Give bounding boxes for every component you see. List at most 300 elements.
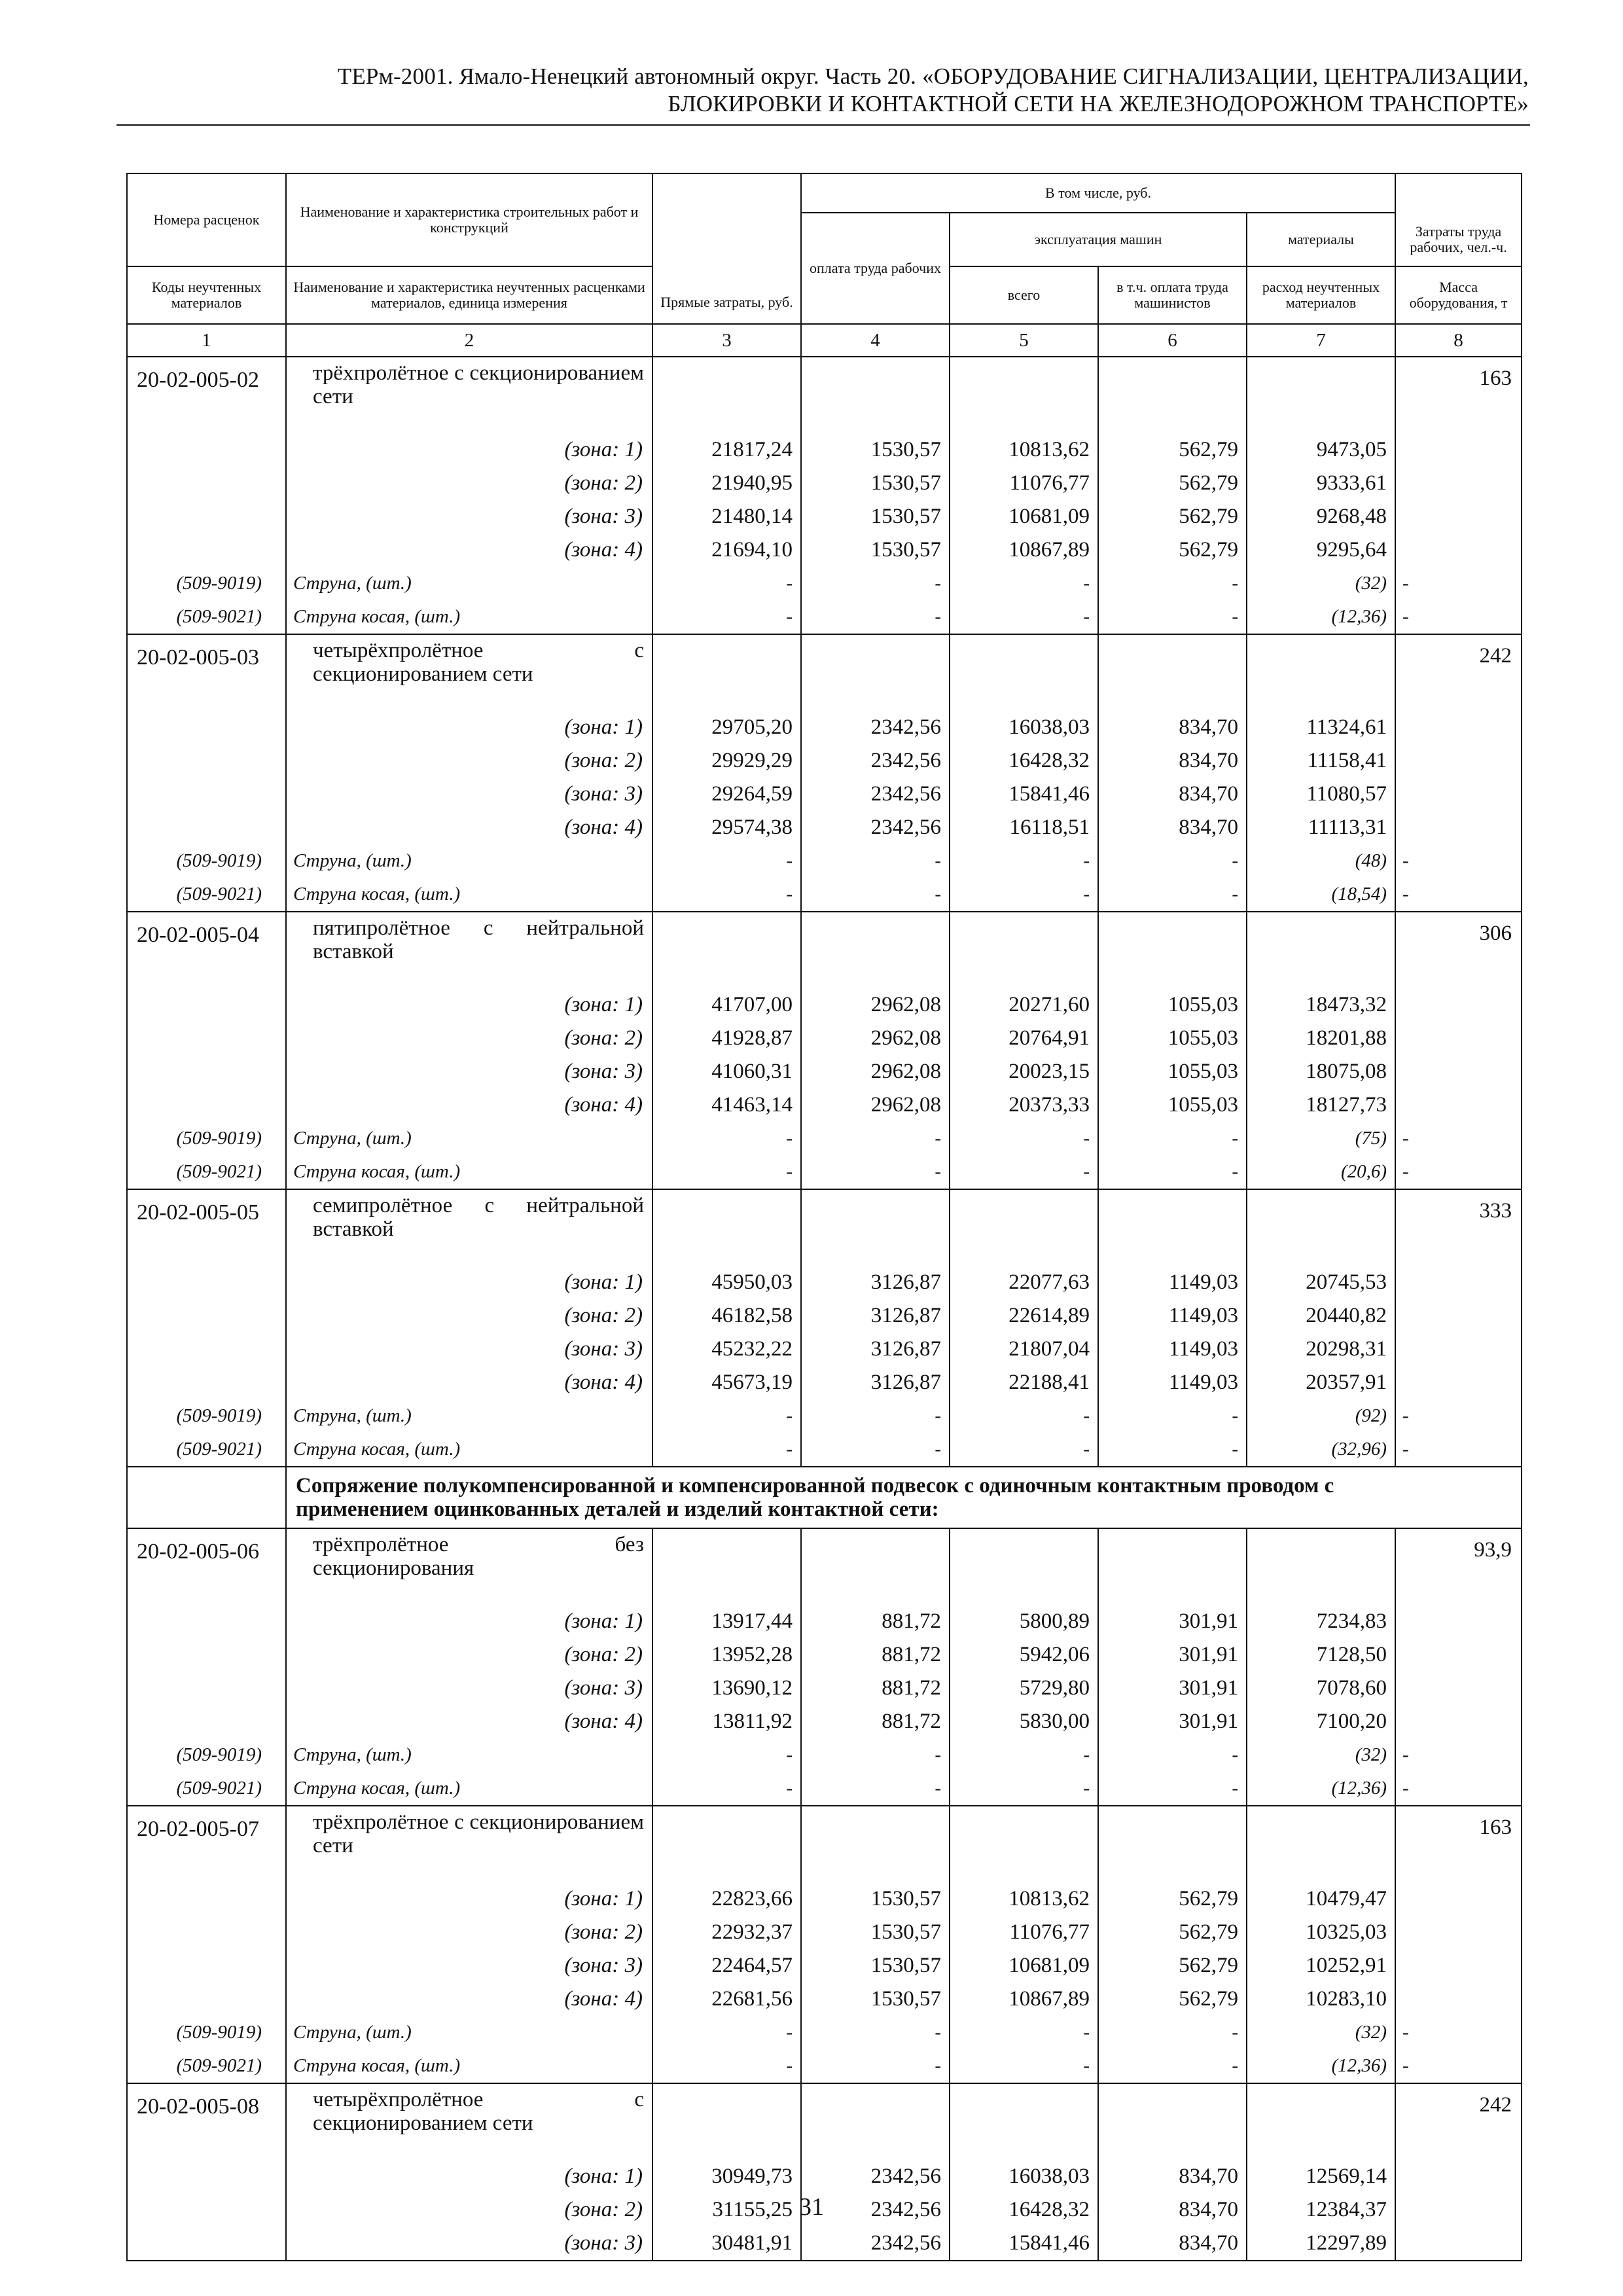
zone-value: 22614,89 bbox=[950, 1299, 1098, 1333]
empty-cell bbox=[950, 912, 1098, 988]
empty-cell bbox=[801, 912, 950, 988]
head-col8-bottom: Масса оборудования, т bbox=[1395, 266, 1522, 324]
empty-cell bbox=[127, 1055, 286, 1088]
zone-value: 881,72 bbox=[801, 1705, 950, 1738]
material-name: Струна, (шт.) bbox=[286, 844, 652, 878]
rate-name: семипролётное с нейтральной вставкой bbox=[286, 1189, 652, 1266]
material-mass: - bbox=[1395, 1155, 1522, 1189]
zone-value: 16428,32 bbox=[950, 744, 1098, 778]
zone-row bbox=[127, 500, 1522, 533]
zone-label: (зона: 4) bbox=[286, 1705, 652, 1738]
zone-value: 1055,03 bbox=[1098, 988, 1247, 1022]
empty-cell bbox=[1395, 1638, 1522, 1672]
material-mass: - bbox=[1395, 878, 1522, 912]
material-code: (509-9019) bbox=[127, 2016, 286, 2049]
empty-cell bbox=[652, 634, 801, 711]
rate-title-row bbox=[127, 1189, 1522, 1266]
empty-cell bbox=[1247, 912, 1395, 988]
labor-cost: 93,9 bbox=[1395, 1528, 1522, 1605]
material-consumption: (18,54) bbox=[1247, 878, 1395, 912]
material-code: (509-9019) bbox=[127, 567, 286, 600]
zone-row bbox=[127, 1266, 1522, 1299]
material-value: - bbox=[801, 1155, 950, 1189]
empty-cell bbox=[127, 433, 286, 467]
zone-value: 10283,10 bbox=[1247, 1982, 1395, 2016]
empty-cell bbox=[801, 634, 950, 711]
zone-value: 834,70 bbox=[1098, 2193, 1247, 2227]
zone-value: 1530,57 bbox=[801, 433, 950, 467]
zone-value: 18201,88 bbox=[1247, 1022, 1395, 1055]
material-consumption: (48) bbox=[1247, 844, 1395, 878]
zone-value: 301,91 bbox=[1098, 1705, 1247, 1738]
zone-value: 5830,00 bbox=[950, 1705, 1098, 1738]
material-value: - bbox=[652, 1155, 801, 1189]
table-body bbox=[127, 357, 1522, 2261]
zone-label: (зона: 4) bbox=[286, 1366, 652, 1399]
zone-row bbox=[127, 1366, 1522, 1399]
empty-cell bbox=[1395, 1333, 1522, 1366]
zone-value: 20764,91 bbox=[950, 1022, 1098, 1055]
rate-name: пятипролётное с нейтральной вставкой bbox=[286, 912, 652, 988]
empty-cell bbox=[801, 1528, 950, 1605]
zone-value: 881,72 bbox=[801, 1638, 950, 1672]
zone-row bbox=[127, 2227, 1522, 2261]
zone-value: 12297,89 bbox=[1247, 2227, 1395, 2261]
zone-value: 2342,56 bbox=[801, 811, 950, 844]
empty-cell bbox=[950, 1528, 1098, 1605]
zone-value: 1530,57 bbox=[801, 533, 950, 567]
head-col2-bottom: Наименование и характеристика неучтенных расценками материалов, единица измерения bbox=[286, 266, 652, 324]
empty-cell bbox=[127, 467, 286, 500]
zone-value: 834,70 bbox=[1098, 711, 1247, 744]
zone-value: 29929,29 bbox=[652, 744, 801, 778]
zone-value: 2342,56 bbox=[801, 2160, 950, 2193]
rate-code: 20-02-005-08 bbox=[127, 2083, 286, 2160]
zone-value: 2962,08 bbox=[801, 1022, 950, 1055]
empty-cell bbox=[127, 711, 286, 744]
zone-value: 881,72 bbox=[801, 1605, 950, 1638]
zone-value: 22823,66 bbox=[652, 1882, 801, 1916]
empty-cell bbox=[127, 1638, 286, 1672]
material-value: - bbox=[1098, 1399, 1247, 1433]
zone-row bbox=[127, 1672, 1522, 1705]
zone-value: 5800,89 bbox=[950, 1605, 1098, 1638]
material-name: Струна, (шт.) bbox=[286, 2016, 652, 2049]
zone-row bbox=[127, 1638, 1522, 1672]
material-value: - bbox=[801, 1399, 950, 1433]
zone-label: (зона: 2) bbox=[286, 1916, 652, 1949]
zone-value: 2962,08 bbox=[801, 988, 950, 1022]
zone-value: 834,70 bbox=[1098, 811, 1247, 844]
zone-value: 9268,48 bbox=[1247, 500, 1395, 533]
material-name: Струна, (шт.) bbox=[286, 1122, 652, 1155]
empty-cell bbox=[801, 357, 950, 433]
empty-cell bbox=[801, 1806, 950, 1882]
empty-cell bbox=[1395, 988, 1522, 1022]
empty-cell bbox=[1247, 1528, 1395, 1605]
zone-value: 2342,56 bbox=[801, 744, 950, 778]
empty-cell bbox=[127, 1088, 286, 1122]
zone-value: 562,79 bbox=[1098, 1949, 1247, 1982]
empty-cell bbox=[1395, 2227, 1522, 2261]
empty-cell bbox=[652, 912, 801, 988]
material-value: - bbox=[950, 1433, 1098, 1467]
material-value: - bbox=[801, 1122, 950, 1155]
zone-value: 562,79 bbox=[1098, 1882, 1247, 1916]
zone-value: 18473,32 bbox=[1247, 988, 1395, 1022]
zone-row bbox=[127, 467, 1522, 500]
material-name: Струна, (шт.) bbox=[286, 567, 652, 600]
material-value: - bbox=[652, 2049, 801, 2083]
material-row bbox=[127, 1433, 1522, 1467]
zone-label: (зона: 2) bbox=[286, 1022, 652, 1055]
empty-cell bbox=[950, 634, 1098, 711]
material-value: - bbox=[801, 1738, 950, 1772]
empty-cell bbox=[1395, 1949, 1522, 1982]
empty-cell bbox=[1395, 1605, 1522, 1638]
column-numbers-row bbox=[127, 324, 1522, 357]
material-consumption: (32) bbox=[1247, 1738, 1395, 1772]
section-heading: Сопряжение полукомпенсированной и компенсированной подвесок с одиночным контактным проводом с применением оцинкованных деталей и изделий контактной сети: bbox=[286, 1467, 1522, 1528]
zone-value: 1149,03 bbox=[1098, 1333, 1247, 1366]
zone-label: (зона: 2) bbox=[286, 744, 652, 778]
material-row bbox=[127, 567, 1522, 600]
material-code: (509-9021) bbox=[127, 600, 286, 634]
head-incl: В том числе, руб. bbox=[801, 173, 1395, 213]
material-value: - bbox=[652, 1122, 801, 1155]
material-value: - bbox=[1098, 2016, 1247, 2049]
material-value: - bbox=[652, 1738, 801, 1772]
material-mass: - bbox=[1395, 1122, 1522, 1155]
zone-value: 16038,03 bbox=[950, 2160, 1098, 2193]
rate-name: четырёхпролётное с секционированием сети bbox=[286, 2083, 652, 2160]
zone-value: 41463,14 bbox=[652, 1088, 801, 1122]
col-number: 8 bbox=[1395, 324, 1522, 357]
material-code: (509-9021) bbox=[127, 1772, 286, 1806]
material-code: (509-9021) bbox=[127, 2049, 286, 2083]
zone-value: 1149,03 bbox=[1098, 1366, 1247, 1399]
zone-value: 11324,61 bbox=[1247, 711, 1395, 744]
head-materials: материалы bbox=[1247, 213, 1395, 266]
col-number: 1 bbox=[127, 324, 286, 357]
material-row bbox=[127, 600, 1522, 634]
zone-row bbox=[127, 533, 1522, 567]
material-row bbox=[127, 1772, 1522, 1806]
table-head bbox=[127, 173, 1522, 357]
material-value: - bbox=[652, 2016, 801, 2049]
material-value: - bbox=[950, 844, 1098, 878]
empty-cell bbox=[652, 357, 801, 433]
empty-cell bbox=[1395, 1882, 1522, 1916]
material-consumption: (75) bbox=[1247, 1122, 1395, 1155]
empty-cell bbox=[127, 2160, 286, 2193]
zone-value: 301,91 bbox=[1098, 1638, 1247, 1672]
material-value: - bbox=[652, 878, 801, 912]
material-consumption: (92) bbox=[1247, 1399, 1395, 1433]
rate-title-row bbox=[127, 2083, 1522, 2160]
material-value: - bbox=[950, 2016, 1098, 2049]
zone-value: 7234,83 bbox=[1247, 1605, 1395, 1638]
material-name: Струна косая, (шт.) bbox=[286, 878, 652, 912]
rate-title-row bbox=[127, 1806, 1522, 1882]
empty-cell bbox=[1395, 1299, 1522, 1333]
zone-value: 10325,03 bbox=[1247, 1916, 1395, 1949]
zone-value: 13811,92 bbox=[652, 1705, 801, 1738]
zone-value: 31155,25 bbox=[652, 2193, 801, 2227]
material-mass: - bbox=[1395, 2016, 1522, 2049]
col-number: 2 bbox=[286, 324, 652, 357]
zone-label: (зона: 1) bbox=[286, 1882, 652, 1916]
zone-value: 2962,08 bbox=[801, 1055, 950, 1088]
zone-value: 11076,77 bbox=[950, 1916, 1098, 1949]
zone-value: 30949,73 bbox=[652, 2160, 801, 2193]
zone-value: 2342,56 bbox=[801, 778, 950, 811]
empty-cell bbox=[1395, 1916, 1522, 1949]
rate-code: 20-02-005-03 bbox=[127, 634, 286, 711]
zone-label: (зона: 2) bbox=[286, 2193, 652, 2227]
head-col8-spacer bbox=[1395, 173, 1522, 213]
header-line-1: ТЕРм-2001. Ямало-Ненецкий автономный округ. Часть 20. «ОБОРУДОВАНИЕ СИГНАЛИЗАЦИИ, ЦЕНТРАЛИЗАЦИИ, bbox=[337, 63, 1529, 89]
empty-cell bbox=[950, 1806, 1098, 1882]
zone-value: 13690,12 bbox=[652, 1672, 801, 1705]
zone-value: 834,70 bbox=[1098, 2160, 1247, 2193]
head-col5: всего bbox=[950, 266, 1098, 324]
labor-cost: 333 bbox=[1395, 1189, 1522, 1266]
head-col1-bottom: Коды неучтенных материалов bbox=[127, 266, 286, 324]
material-value: - bbox=[801, 2049, 950, 2083]
zone-value: 45673,19 bbox=[652, 1366, 801, 1399]
material-name: Струна косая, (шт.) bbox=[286, 1155, 652, 1189]
zone-row bbox=[127, 1333, 1522, 1366]
empty-cell bbox=[1395, 1705, 1522, 1738]
zone-value: 7100,20 bbox=[1247, 1705, 1395, 1738]
zone-row bbox=[127, 1982, 1522, 2016]
zone-label: (зона: 4) bbox=[286, 1982, 652, 2016]
empty-cell bbox=[127, 1672, 286, 1705]
zone-row bbox=[127, 778, 1522, 811]
zone-label: (зона: 2) bbox=[286, 1638, 652, 1672]
zone-value: 5942,06 bbox=[950, 1638, 1098, 1672]
material-value: - bbox=[652, 567, 801, 600]
material-value: - bbox=[1098, 844, 1247, 878]
zone-value: 10867,89 bbox=[950, 533, 1098, 567]
material-name: Струна косая, (шт.) bbox=[286, 1433, 652, 1467]
zone-value: 3126,87 bbox=[801, 1266, 950, 1299]
zone-label: (зона: 1) bbox=[286, 2160, 652, 2193]
zone-value: 1530,57 bbox=[801, 1949, 950, 1982]
zone-value: 45950,03 bbox=[652, 1266, 801, 1299]
zone-label: (зона: 4) bbox=[286, 811, 652, 844]
head-col4: оплата труда рабочих bbox=[801, 213, 950, 324]
zone-value: 9473,05 bbox=[1247, 433, 1395, 467]
material-value: - bbox=[801, 600, 950, 634]
material-value: - bbox=[652, 1772, 801, 1806]
zone-value: 881,72 bbox=[801, 1672, 950, 1705]
empty-cell bbox=[1395, 778, 1522, 811]
material-value: - bbox=[1098, 2049, 1247, 2083]
material-value: - bbox=[652, 1433, 801, 1467]
material-consumption: (12,36) bbox=[1247, 1772, 1395, 1806]
zone-value: 13952,28 bbox=[652, 1638, 801, 1672]
zone-row bbox=[127, 988, 1522, 1022]
empty-cell bbox=[950, 1189, 1098, 1266]
material-consumption: (32) bbox=[1247, 2016, 1395, 2049]
material-code: (509-9021) bbox=[127, 1433, 286, 1467]
zone-value: 20271,60 bbox=[950, 988, 1098, 1022]
zone-value: 9333,61 bbox=[1247, 467, 1395, 500]
material-value: - bbox=[652, 600, 801, 634]
zone-value: 20440,82 bbox=[1247, 1299, 1395, 1333]
zone-value: 41928,87 bbox=[652, 1022, 801, 1055]
empty-cell bbox=[801, 2083, 950, 2160]
head-col8-top: Затраты труда рабочих, чел.-ч. bbox=[1395, 213, 1522, 266]
zone-label: (зона: 1) bbox=[286, 433, 652, 467]
material-mass: - bbox=[1395, 1772, 1522, 1806]
empty-cell bbox=[950, 357, 1098, 433]
zone-value: 30481,91 bbox=[652, 2227, 801, 2261]
material-name: Струна, (шт.) bbox=[286, 1738, 652, 1772]
zone-value: 1055,03 bbox=[1098, 1022, 1247, 1055]
empty-cell bbox=[1395, 811, 1522, 844]
zone-value: 22932,37 bbox=[652, 1916, 801, 1949]
material-code: (509-9019) bbox=[127, 1738, 286, 1772]
material-value: - bbox=[1098, 878, 1247, 912]
material-mass: - bbox=[1395, 844, 1522, 878]
zone-value: 12569,14 bbox=[1247, 2160, 1395, 2193]
section-heading-row bbox=[127, 1467, 1522, 1528]
labor-cost: 242 bbox=[1395, 634, 1522, 711]
rate-name: четырёхпролётное с секционированием сети bbox=[286, 634, 652, 711]
empty-cell bbox=[950, 2083, 1098, 2160]
rate-code: 20-02-005-05 bbox=[127, 1189, 286, 1266]
zone-row bbox=[127, 1022, 1522, 1055]
zone-value: 7128,50 bbox=[1247, 1638, 1395, 1672]
material-value: - bbox=[801, 1772, 950, 1806]
zone-value: 11158,41 bbox=[1247, 744, 1395, 778]
material-value: - bbox=[1098, 567, 1247, 600]
zone-value: 1530,57 bbox=[801, 500, 950, 533]
zone-label: (зона: 1) bbox=[286, 711, 652, 744]
zone-label: (зона: 4) bbox=[286, 1088, 652, 1122]
empty-cell bbox=[1395, 1672, 1522, 1705]
material-value: - bbox=[950, 567, 1098, 600]
zone-value: 29264,59 bbox=[652, 778, 801, 811]
material-value: - bbox=[801, 2016, 950, 2049]
zone-value: 12384,37 bbox=[1247, 2193, 1395, 2227]
empty-cell bbox=[1395, 433, 1522, 467]
material-code: (509-9021) bbox=[127, 878, 286, 912]
zone-row bbox=[127, 711, 1522, 744]
material-value: - bbox=[1098, 1122, 1247, 1155]
material-code: (509-9019) bbox=[127, 844, 286, 878]
zone-label: (зона: 2) bbox=[286, 467, 652, 500]
zone-label: (зона: 3) bbox=[286, 1333, 652, 1366]
zone-value: 834,70 bbox=[1098, 778, 1247, 811]
empty-cell bbox=[127, 2227, 286, 2261]
empty-cell bbox=[1395, 1982, 1522, 2016]
labor-cost: 163 bbox=[1395, 357, 1522, 433]
col-number: 6 bbox=[1098, 324, 1247, 357]
zone-value: 46182,58 bbox=[652, 1299, 801, 1333]
zone-label: (зона: 3) bbox=[286, 778, 652, 811]
empty-cell bbox=[127, 811, 286, 844]
zone-value: 9295,64 bbox=[1247, 533, 1395, 567]
material-mass: - bbox=[1395, 1738, 1522, 1772]
zone-value: 5729,80 bbox=[950, 1672, 1098, 1705]
empty-cell bbox=[1395, 1088, 1522, 1122]
rates-table bbox=[126, 173, 1522, 2261]
rate-code: 20-02-005-02 bbox=[127, 357, 286, 433]
zone-value: 21807,04 bbox=[950, 1333, 1098, 1366]
material-row bbox=[127, 878, 1522, 912]
zone-value: 20373,33 bbox=[950, 1088, 1098, 1122]
empty-cell bbox=[1395, 1366, 1522, 1399]
zone-value: 22464,57 bbox=[652, 1949, 801, 1982]
material-row bbox=[127, 1399, 1522, 1433]
col-number: 5 bbox=[950, 324, 1098, 357]
material-name: Струна, (шт.) bbox=[286, 1399, 652, 1433]
material-mass: - bbox=[1395, 1433, 1522, 1467]
zone-value: 41060,31 bbox=[652, 1055, 801, 1088]
zone-row bbox=[127, 1949, 1522, 1982]
zone-value: 10681,09 bbox=[950, 500, 1098, 533]
zone-value: 10252,91 bbox=[1247, 1949, 1395, 1982]
zone-label: (зона: 1) bbox=[286, 988, 652, 1022]
material-mass: - bbox=[1395, 2049, 1522, 2083]
empty-cell bbox=[1247, 357, 1395, 433]
material-value: - bbox=[801, 878, 950, 912]
empty-cell bbox=[1098, 634, 1247, 711]
zone-value: 10867,89 bbox=[950, 1982, 1098, 2016]
head-col1-top: Номера расценок bbox=[127, 173, 286, 266]
head-col6: в т.ч. оплата труда машинистов bbox=[1098, 266, 1247, 324]
empty-cell bbox=[652, 1806, 801, 1882]
zone-value: 3126,87 bbox=[801, 1299, 950, 1333]
page-header bbox=[124, 63, 1529, 118]
zone-row bbox=[127, 1299, 1522, 1333]
zone-value: 562,79 bbox=[1098, 1916, 1247, 1949]
empty-cell bbox=[1395, 744, 1522, 778]
material-code: (509-9021) bbox=[127, 1155, 286, 1189]
material-row bbox=[127, 844, 1522, 878]
material-code: (509-9019) bbox=[127, 1122, 286, 1155]
material-value: - bbox=[950, 600, 1098, 634]
zone-label: (зона: 1) bbox=[286, 1266, 652, 1299]
empty-cell bbox=[127, 778, 286, 811]
material-value: - bbox=[801, 844, 950, 878]
empty-cell bbox=[127, 1022, 286, 1055]
material-value: - bbox=[1098, 1433, 1247, 1467]
page-number: 31 bbox=[799, 2193, 824, 2221]
col-number: 7 bbox=[1247, 324, 1395, 357]
zone-value: 834,70 bbox=[1098, 744, 1247, 778]
material-consumption: (32) bbox=[1247, 567, 1395, 600]
rate-title-row bbox=[127, 1528, 1522, 1605]
zone-label: (зона: 1) bbox=[286, 1605, 652, 1638]
zone-row bbox=[127, 1088, 1522, 1122]
material-value: - bbox=[950, 1399, 1098, 1433]
material-consumption: (12,36) bbox=[1247, 2049, 1395, 2083]
zone-value: 1055,03 bbox=[1098, 1055, 1247, 1088]
material-consumption: (32,96) bbox=[1247, 1433, 1395, 1467]
material-value: - bbox=[950, 1155, 1098, 1189]
col-number: 4 bbox=[801, 324, 950, 357]
empty-cell bbox=[1247, 1189, 1395, 1266]
zone-value: 11076,77 bbox=[950, 467, 1098, 500]
zone-value: 7078,60 bbox=[1247, 1672, 1395, 1705]
rate-title-row bbox=[127, 357, 1522, 433]
zone-label: (зона: 3) bbox=[286, 1055, 652, 1088]
